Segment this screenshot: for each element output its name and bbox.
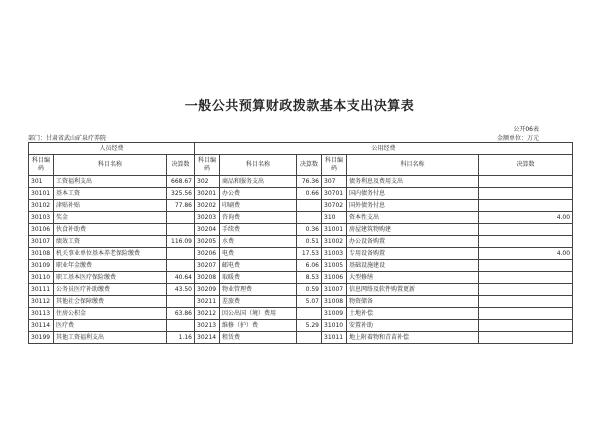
amount-cell	[167, 224, 195, 236]
name-cell: 奖金	[54, 212, 167, 224]
col-name: 科目名称	[347, 155, 479, 176]
amount-cell: 5.07	[297, 296, 322, 308]
amount-cell: 40.64	[167, 272, 195, 284]
code-cell: 30109	[29, 260, 54, 272]
name-cell: 职工基本医疗保险缴费	[54, 272, 167, 284]
code-cell: 31009	[322, 308, 347, 320]
name-cell: 公务员医疗补助缴费	[54, 284, 167, 296]
table-row	[29, 272, 573, 284]
amount-cell: 4.00	[479, 212, 573, 224]
amount-cell	[297, 308, 322, 320]
name-cell: 债务利息及费用支出	[347, 176, 479, 188]
code-cell: 30206	[195, 248, 220, 260]
amount-cell	[479, 176, 573, 188]
code-cell: 30107	[29, 236, 54, 248]
name-cell: 专用设备购置	[347, 248, 479, 260]
name-cell: 基础设施建设	[347, 260, 479, 272]
amount-cell: 325.56	[167, 188, 195, 200]
name-cell: 国内债务付息	[347, 188, 479, 200]
code-cell: 30701	[322, 188, 347, 200]
name-cell: 邮电费	[220, 260, 297, 272]
amount-cell	[479, 260, 573, 272]
code-cell: 30211	[195, 296, 220, 308]
amount-cell: 116.09	[167, 236, 195, 248]
code-cell: 30201	[195, 188, 220, 200]
name-cell: 住房公积金	[54, 308, 167, 320]
table-row	[29, 224, 573, 236]
code-cell: 30204	[195, 224, 220, 236]
amount-cell	[479, 200, 573, 212]
amount-cell: 77.86	[167, 200, 195, 212]
code-cell: 30702	[322, 200, 347, 212]
amount-cell	[479, 296, 573, 308]
code-cell: 307	[322, 176, 347, 188]
code-cell: 30111	[29, 284, 54, 296]
table-row	[29, 320, 573, 332]
col-amount: 决算数	[297, 155, 322, 176]
code-cell: 30199	[29, 332, 54, 344]
amount-cell: 8.53	[297, 272, 322, 284]
name-cell: 机关事业单位基本养老保险缴费	[54, 248, 167, 260]
name-cell: 物业管理费	[220, 284, 297, 296]
code-cell: 302	[195, 176, 220, 188]
name-cell: 津贴补贴	[54, 200, 167, 212]
name-cell: 安置补助	[347, 320, 479, 332]
code-cell: 30209	[195, 284, 220, 296]
code-cell: 31007	[322, 284, 347, 296]
page-title: 一般公共预算财政拨款基本支出决算表	[184, 99, 415, 114]
amount-cell	[479, 284, 573, 296]
name-cell: 地上附着物和青苗补偿	[347, 332, 479, 344]
col-name: 科目名称	[54, 155, 167, 176]
code-cell: 30212	[195, 308, 220, 320]
name-cell: 信息网络及软件购置更新	[347, 284, 479, 296]
code-cell: 30214	[195, 332, 220, 344]
name-cell: 咨询费	[220, 212, 297, 224]
code-cell: 31005	[322, 260, 347, 272]
amount-cell	[479, 320, 573, 332]
amount-cell: 668.67	[167, 176, 195, 188]
name-cell: 伙食补助费	[54, 224, 167, 236]
code-cell: 31008	[322, 296, 347, 308]
col-code: 科目编码	[322, 155, 347, 176]
name-cell: 其他工资福利支出	[54, 332, 167, 344]
name-cell: 国外债务付息	[347, 200, 479, 212]
amount-cell: 4.00	[479, 248, 573, 260]
code-cell: 30113	[29, 308, 54, 320]
name-cell: 维修（护）费	[220, 320, 297, 332]
name-cell: 土地补偿	[347, 308, 479, 320]
code-cell: 30103	[29, 212, 54, 224]
code-cell: 30112	[29, 296, 54, 308]
code-cell: 310	[322, 212, 347, 224]
amount-cell	[479, 224, 573, 236]
amount-cell	[297, 212, 322, 224]
name-cell: 物资储备	[347, 296, 479, 308]
amount-cell	[167, 212, 195, 224]
code-cell: 31003	[322, 248, 347, 260]
amount-cell: 0.51	[297, 236, 322, 248]
table-row	[29, 236, 573, 248]
name-cell: 因公出国（境）费用	[220, 308, 297, 320]
code-cell: 30203	[195, 212, 220, 224]
name-cell: 绩效工资	[54, 236, 167, 248]
name-cell: 水费	[220, 236, 297, 248]
amount-cell	[479, 272, 573, 284]
amount-cell: 0.36	[297, 224, 322, 236]
amount-cell	[167, 248, 195, 260]
code-cell: 31010	[322, 320, 347, 332]
code-cell: 30102	[29, 200, 54, 212]
name-cell: 医疗费	[54, 320, 167, 332]
code-cell: 30205	[195, 236, 220, 248]
name-cell: 取暖费	[220, 272, 297, 284]
name-cell: 租赁费	[220, 332, 297, 344]
table-row	[29, 284, 573, 296]
code-cell: 30207	[195, 260, 220, 272]
code-cell: 31002	[322, 236, 347, 248]
table-row	[29, 308, 573, 320]
amount-cell	[167, 296, 195, 308]
code-cell: 30106	[29, 224, 54, 236]
col-code: 科目编码	[195, 155, 220, 176]
table-row	[29, 296, 573, 308]
amount-cell: 0.66	[297, 188, 322, 200]
col-amount: 决算数	[167, 155, 195, 176]
code-cell: 31006	[322, 272, 347, 284]
amount-cell	[479, 236, 573, 248]
name-cell: 职业年金缴费	[54, 260, 167, 272]
name-cell: 其他社会保障缴费	[54, 296, 167, 308]
amount-cell	[167, 260, 195, 272]
name-cell: 手续费	[220, 224, 297, 236]
amount-cell	[479, 188, 573, 200]
amount-cell	[297, 332, 322, 344]
amount-cell: 76.36	[297, 176, 322, 188]
amount-cell: 0.59	[297, 284, 322, 296]
col-amount: 决算数	[479, 155, 573, 176]
table-row	[29, 248, 573, 260]
amount-cell	[297, 200, 322, 212]
code-cell: 31001	[322, 224, 347, 236]
table-row	[29, 212, 573, 224]
code-cell: 31011	[322, 332, 347, 344]
name-cell: 工资福利支出	[54, 176, 167, 188]
name-cell: 办公费	[220, 188, 297, 200]
amount-cell: 6.06	[297, 260, 322, 272]
code-cell: 30110	[29, 272, 54, 284]
section-public: 公用经费	[195, 143, 573, 155]
department-label: 部门：甘肃省武山矿泉疗养院	[28, 135, 107, 142]
name-cell: 房屋建筑物购建	[347, 224, 479, 236]
amount-cell: 1.16	[167, 332, 195, 344]
code-cell: 30114	[29, 320, 54, 332]
section-personnel: 人员经费	[29, 143, 195, 155]
expenditure-table	[28, 142, 573, 344]
col-name: 科目名称	[220, 155, 297, 176]
code-cell: 30101	[29, 188, 54, 200]
code-cell: 30208	[195, 272, 220, 284]
amount-cell: 43.50	[167, 284, 195, 296]
amount-cell: 63.86	[167, 308, 195, 320]
name-cell: 商品和服务支出	[220, 176, 297, 188]
name-cell: 印刷费	[220, 200, 297, 212]
code-cell: 30202	[195, 200, 220, 212]
name-cell: 基本工资	[54, 188, 167, 200]
col-code: 科目编码	[29, 155, 54, 176]
name-cell: 资本性支出	[347, 212, 479, 224]
table-code: 公开06表	[513, 126, 539, 133]
unit-label: 金额单位：万元	[496, 135, 539, 142]
code-cell: 301	[29, 176, 54, 188]
table-row	[29, 200, 573, 212]
amount-cell	[167, 320, 195, 332]
amount-cell: 17.53	[297, 248, 322, 260]
code-cell: 30213	[195, 320, 220, 332]
amount-cell	[479, 308, 573, 320]
table-row	[29, 332, 573, 344]
name-cell: 电费	[220, 248, 297, 260]
code-cell: 30108	[29, 248, 54, 260]
amount-cell: 5.29	[297, 320, 322, 332]
table-row	[29, 260, 573, 272]
name-cell: 大型修缮	[347, 272, 479, 284]
table-row	[29, 176, 573, 188]
amount-cell	[479, 332, 573, 344]
name-cell: 差旅费	[220, 296, 297, 308]
table-row	[29, 188, 573, 200]
name-cell: 办公设备购置	[347, 236, 479, 248]
